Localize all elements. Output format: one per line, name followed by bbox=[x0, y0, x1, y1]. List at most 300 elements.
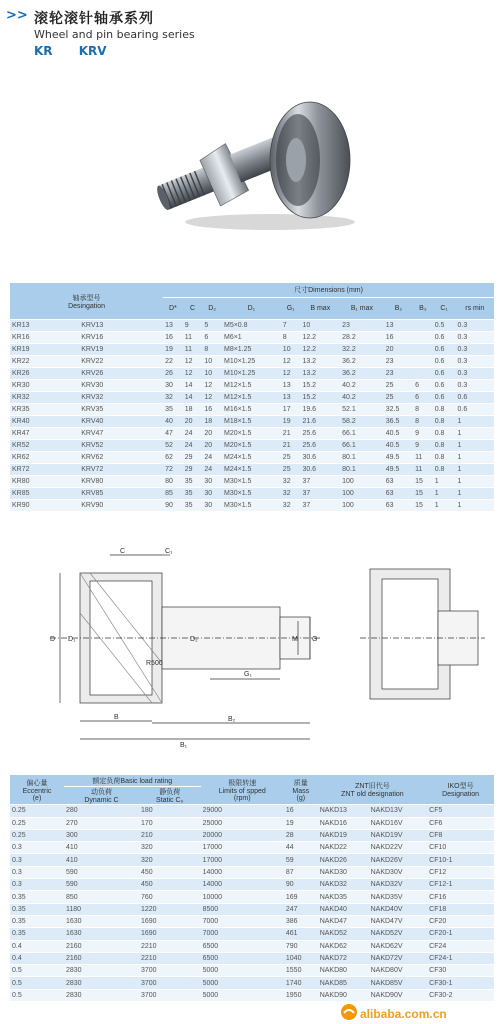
table-cell: 7000 bbox=[201, 928, 284, 940]
speed-header-en: Limits of spped bbox=[218, 787, 266, 795]
table-cell: 47 bbox=[163, 428, 183, 440]
table-cell: 29 bbox=[183, 464, 203, 476]
table-cell: 66.1 bbox=[340, 440, 384, 452]
table-cell: 100 bbox=[340, 488, 384, 500]
table-cell: 21 bbox=[281, 440, 301, 452]
table-cell: NAKD47 bbox=[318, 915, 369, 927]
table-cell: KR47 bbox=[10, 428, 79, 440]
table-cell: 30.6 bbox=[300, 464, 340, 476]
table-cell: 24 bbox=[183, 428, 203, 440]
table-cell: 66.1 bbox=[340, 428, 384, 440]
table-cell: 0.25 bbox=[10, 805, 64, 817]
table-cell: 30.6 bbox=[300, 452, 340, 464]
dimension-column-header: D₂ bbox=[202, 298, 222, 320]
table-cell: KR13 bbox=[10, 320, 79, 332]
table-cell: 2830 bbox=[64, 989, 139, 1001]
label-g1: G₁ bbox=[244, 671, 252, 678]
table-cell: 760 bbox=[139, 891, 201, 903]
table-row bbox=[10, 320, 494, 332]
table-cell: 23 bbox=[340, 320, 384, 332]
table-cell: KRV35 bbox=[79, 404, 163, 416]
table-cell: 18 bbox=[202, 416, 222, 428]
table-cell: M30×1.5 bbox=[222, 476, 281, 488]
designation-header bbox=[10, 283, 163, 320]
table-cell: 30 bbox=[202, 488, 222, 500]
table-cell: 180 bbox=[139, 805, 201, 817]
table-cell: 12 bbox=[202, 380, 222, 392]
table-cell: 0.35 bbox=[10, 903, 64, 915]
table-cell: 6 bbox=[413, 380, 433, 392]
table-cell: 35 bbox=[183, 488, 203, 500]
table-cell: 6 bbox=[202, 332, 222, 344]
table-cell: 1180 bbox=[64, 903, 139, 915]
table-cell: NAKD22V bbox=[369, 842, 428, 854]
table-cell: 320 bbox=[139, 854, 201, 866]
table-row bbox=[10, 891, 494, 903]
table-cell: NAKD13 bbox=[318, 805, 369, 817]
model-krv: KRV bbox=[78, 44, 107, 58]
table-cell: NAKD13V bbox=[369, 805, 428, 817]
table-cell: 13 bbox=[163, 320, 183, 332]
table-cell: 59 bbox=[284, 854, 318, 866]
table-cell: 8 bbox=[413, 416, 433, 428]
table-cell bbox=[413, 368, 433, 380]
table-cell: NAKD16V bbox=[369, 817, 428, 829]
table-cell: 32 bbox=[281, 476, 301, 488]
table-cell: 58.2 bbox=[340, 416, 384, 428]
table-cell: 15 bbox=[413, 488, 433, 500]
table-cell: 62 bbox=[163, 452, 183, 464]
table-cell: 16 bbox=[284, 805, 318, 817]
table-cell: 36.2 bbox=[340, 356, 384, 368]
table-cell: NAKD30V bbox=[369, 866, 428, 878]
table-cell: 3700 bbox=[139, 989, 201, 1001]
table-cell: KRV19 bbox=[79, 344, 163, 356]
table-cell: 0.6 bbox=[433, 368, 456, 380]
table-cell: 32.5 bbox=[384, 404, 413, 416]
table-row bbox=[10, 805, 494, 817]
table-cell bbox=[413, 320, 433, 332]
table-cell: KR30 bbox=[10, 380, 79, 392]
table-cell: 80 bbox=[163, 476, 183, 488]
table-cell: 0.8 bbox=[433, 464, 456, 476]
table-cell: KRV90 bbox=[79, 500, 163, 512]
table-cell: 32 bbox=[163, 392, 183, 404]
table-cell: 13.2 bbox=[300, 368, 340, 380]
table-cell: 28.2 bbox=[340, 332, 384, 344]
eccentric-header-zh: 偏心量 bbox=[26, 779, 48, 787]
table-cell: 100 bbox=[340, 476, 384, 488]
table-cell: 2210 bbox=[139, 952, 201, 964]
table-cell: 44 bbox=[284, 842, 318, 854]
table-cell: 280 bbox=[64, 805, 139, 817]
table-cell: 5000 bbox=[201, 965, 284, 977]
table-cell: 14 bbox=[183, 380, 203, 392]
table-cell: 49.5 bbox=[384, 452, 413, 464]
table-cell: NAKD40 bbox=[318, 903, 369, 915]
dimension-column-header: G₁ bbox=[281, 298, 301, 320]
table-cell: 37 bbox=[300, 500, 340, 512]
table-cell: 20 bbox=[202, 440, 222, 452]
table-row bbox=[10, 842, 494, 854]
table-row bbox=[10, 416, 494, 428]
table-cell: 10 bbox=[281, 344, 301, 356]
table-cell: 13.2 bbox=[300, 356, 340, 368]
table-cell: 10 bbox=[202, 368, 222, 380]
table-cell: NAKD19V bbox=[369, 829, 428, 841]
static-header-en: Static C₀ bbox=[156, 797, 184, 805]
table-cell: 10 bbox=[300, 320, 340, 332]
table-cell: 24 bbox=[183, 440, 203, 452]
table-row bbox=[10, 404, 494, 416]
table-cell: 20000 bbox=[201, 829, 284, 841]
table-cell: 1 bbox=[456, 416, 494, 428]
label-b: B bbox=[114, 714, 119, 721]
table-cell: 40.5 bbox=[384, 440, 413, 452]
table-cell: 0.3 bbox=[10, 866, 64, 878]
table-cell: 1 bbox=[456, 488, 494, 500]
table-cell: NAKD72V bbox=[369, 952, 428, 964]
table-cell: 8 bbox=[413, 404, 433, 416]
table-cell: 0.3 bbox=[456, 356, 494, 368]
table-cell: 0.8 bbox=[433, 452, 456, 464]
table-cell: 29 bbox=[183, 452, 203, 464]
table-cell: 26 bbox=[163, 368, 183, 380]
table-cell: 7000 bbox=[201, 915, 284, 927]
table-cell: 15.2 bbox=[300, 392, 340, 404]
table-cell: 35 bbox=[183, 476, 203, 488]
table-cell: 0.6 bbox=[433, 380, 456, 392]
table-cell: 32 bbox=[281, 500, 301, 512]
table-cell: CF20-1 bbox=[427, 928, 494, 940]
table-cell: 3700 bbox=[139, 965, 201, 977]
table-row bbox=[10, 829, 494, 841]
table-cell: 850 bbox=[64, 891, 139, 903]
table-cell: 5000 bbox=[201, 977, 284, 989]
table-cell: 85 bbox=[163, 488, 183, 500]
table-cell: 2830 bbox=[64, 977, 139, 989]
table-cell: 24 bbox=[202, 464, 222, 476]
table-cell: KR72 bbox=[10, 464, 79, 476]
dimension-column-header: C₁ bbox=[433, 298, 456, 320]
table-cell: 0.5 bbox=[433, 320, 456, 332]
table-cell: 80.1 bbox=[340, 452, 384, 464]
dynamic-header bbox=[64, 787, 139, 805]
table-row bbox=[10, 452, 494, 464]
table-row bbox=[10, 879, 494, 891]
table-cell: 40.2 bbox=[340, 392, 384, 404]
iko-header bbox=[427, 775, 494, 805]
table-cell: KR52 bbox=[10, 440, 79, 452]
table-cell: 17 bbox=[281, 404, 301, 416]
table-cell: M16×1.5 bbox=[222, 404, 281, 416]
znt-header-zh: ZNT旧代号 bbox=[355, 783, 390, 791]
table-cell: 0.4 bbox=[10, 952, 64, 964]
table-cell: 9 bbox=[413, 428, 433, 440]
table-cell: 0.8 bbox=[433, 416, 456, 428]
table-cell: 72 bbox=[163, 464, 183, 476]
table-cell: KRV30 bbox=[79, 380, 163, 392]
table-cell: 300 bbox=[64, 829, 139, 841]
table-cell: 16 bbox=[202, 404, 222, 416]
table-cell: 590 bbox=[64, 879, 139, 891]
table-cell: 3700 bbox=[139, 977, 201, 989]
table-cell: NAKD30 bbox=[318, 866, 369, 878]
table-cell: CF20 bbox=[427, 915, 494, 927]
table-cell: 21.6 bbox=[300, 416, 340, 428]
table-cell: 30 bbox=[163, 380, 183, 392]
label-g: G bbox=[312, 636, 318, 643]
table-cell: KR40 bbox=[10, 416, 79, 428]
table-cell: 247 bbox=[284, 903, 318, 915]
table-cell: 37 bbox=[300, 488, 340, 500]
eccentric-header-unit: (e) bbox=[32, 794, 42, 802]
table-cell: KR22 bbox=[10, 356, 79, 368]
table-cell: 25 bbox=[281, 464, 301, 476]
znt-header bbox=[318, 775, 427, 805]
table-cell: KRV32 bbox=[79, 392, 163, 404]
table-cell: 461 bbox=[284, 928, 318, 940]
table-cell: 9 bbox=[413, 440, 433, 452]
table-cell: NAKD32 bbox=[318, 879, 369, 891]
table-cell: 2830 bbox=[64, 965, 139, 977]
table-cell: 30 bbox=[202, 500, 222, 512]
table-cell: KR35 bbox=[10, 404, 79, 416]
table-cell: 80.1 bbox=[340, 464, 384, 476]
table-cell: 25000 bbox=[201, 817, 284, 829]
dimension-column-header: B₂ bbox=[384, 298, 413, 320]
table-row bbox=[10, 915, 494, 927]
table-cell: NAKD40V bbox=[369, 903, 428, 915]
table-cell: 11 bbox=[413, 464, 433, 476]
table-cell: 1 bbox=[433, 500, 456, 512]
table-cell: 2210 bbox=[139, 940, 201, 952]
table-cell: 790 bbox=[284, 940, 318, 952]
table-cell: 410 bbox=[64, 854, 139, 866]
table-cell: 0.5 bbox=[10, 965, 64, 977]
table-cell: CF30-1 bbox=[427, 977, 494, 989]
table-cell: 40 bbox=[163, 416, 183, 428]
model-codes bbox=[34, 44, 129, 58]
table-cell: 35 bbox=[163, 404, 183, 416]
table-cell: 12.2 bbox=[300, 344, 340, 356]
table-cell: 19 bbox=[163, 344, 183, 356]
table-cell: 11 bbox=[413, 452, 433, 464]
table-cell: M12×1.5 bbox=[222, 392, 281, 404]
table-cell: 2160 bbox=[64, 940, 139, 952]
table-cell: 2160 bbox=[64, 952, 139, 964]
table-cell: 170 bbox=[139, 817, 201, 829]
table-cell: 0.6 bbox=[433, 332, 456, 344]
table-cell: M6×1 bbox=[222, 332, 281, 344]
table-cell: 450 bbox=[139, 866, 201, 878]
table-cell: 0.35 bbox=[10, 915, 64, 927]
table-cell: 37 bbox=[300, 476, 340, 488]
table-cell: 11 bbox=[183, 344, 203, 356]
table-cell: KRV13 bbox=[79, 320, 163, 332]
table-cell: KRV26 bbox=[79, 368, 163, 380]
table-cell: KRV47 bbox=[79, 428, 163, 440]
table-cell: 1 bbox=[456, 452, 494, 464]
dimensions-table bbox=[10, 283, 494, 512]
table-cell: NAKD35V bbox=[369, 891, 428, 903]
table-cell: KRV72 bbox=[79, 464, 163, 476]
table-cell: 270 bbox=[64, 817, 139, 829]
table-cell: 0.5 bbox=[10, 977, 64, 989]
table-row bbox=[10, 965, 494, 977]
table-cell: 1 bbox=[456, 500, 494, 512]
table-cell: 16 bbox=[163, 332, 183, 344]
table-cell: NAKD19 bbox=[318, 829, 369, 841]
arrows-icon: >> bbox=[6, 8, 28, 23]
table-cell: 10 bbox=[202, 356, 222, 368]
table-cell: 6500 bbox=[201, 952, 284, 964]
table-cell: 1550 bbox=[284, 965, 318, 977]
table-cell bbox=[413, 344, 433, 356]
table-cell: 9 bbox=[183, 320, 203, 332]
table-cell: 49.5 bbox=[384, 464, 413, 476]
designation-header-zh: 轴承型号 bbox=[72, 294, 101, 302]
table-cell: 1 bbox=[456, 476, 494, 488]
table-cell: 7 bbox=[281, 320, 301, 332]
table-row bbox=[10, 854, 494, 866]
table-cell: 18 bbox=[183, 404, 203, 416]
table-cell: 0.4 bbox=[10, 940, 64, 952]
dynamic-header-zh: 动负荷 bbox=[90, 789, 112, 797]
table-cell: 16 bbox=[384, 332, 413, 344]
static-header bbox=[139, 787, 201, 805]
table-cell: 13 bbox=[281, 380, 301, 392]
table-cell: 0.6 bbox=[456, 392, 494, 404]
table-row bbox=[10, 332, 494, 344]
table-cell: 0.6 bbox=[433, 344, 456, 356]
load-rating-table bbox=[10, 775, 494, 1002]
table-cell: 0.25 bbox=[10, 817, 64, 829]
table-cell: KRV80 bbox=[79, 476, 163, 488]
table-cell: 5000 bbox=[201, 989, 284, 1001]
table-cell: 0.5 bbox=[10, 989, 64, 1001]
table-cell: 8500 bbox=[201, 903, 284, 915]
table-cell: 6 bbox=[413, 392, 433, 404]
table-cell: 1 bbox=[433, 488, 456, 500]
table-cell: 23 bbox=[384, 368, 413, 380]
table-row bbox=[10, 928, 494, 940]
table-cell: 0.6 bbox=[456, 404, 494, 416]
table-cell: NAKD32V bbox=[369, 879, 428, 891]
table-cell: 14000 bbox=[201, 866, 284, 878]
table-cell: KRV62 bbox=[79, 452, 163, 464]
table-cell: 52 bbox=[163, 440, 183, 452]
table-cell: 21 bbox=[281, 428, 301, 440]
table-cell: M10×1.25 bbox=[222, 368, 281, 380]
table-cell: 19 bbox=[281, 416, 301, 428]
table-cell: 1 bbox=[456, 428, 494, 440]
table-cell: 386 bbox=[284, 915, 318, 927]
table-row bbox=[10, 368, 494, 380]
table-cell: M30×1.5 bbox=[222, 500, 281, 512]
table-cell: 1 bbox=[433, 476, 456, 488]
table-cell: CF24 bbox=[427, 940, 494, 952]
table-cell: 14 bbox=[183, 392, 203, 404]
table-cell: 1740 bbox=[284, 977, 318, 989]
table-cell: KRV52 bbox=[79, 440, 163, 452]
load-rating-header: 额定负荷Basic load rating bbox=[64, 775, 201, 787]
table-cell: 1220 bbox=[139, 903, 201, 915]
table-cell: 20 bbox=[202, 428, 222, 440]
table-cell: 63 bbox=[384, 488, 413, 500]
table-cell: 25.6 bbox=[300, 428, 340, 440]
table-cell: M20×1.5 bbox=[222, 440, 281, 452]
dimension-column-header: D₁ bbox=[222, 298, 281, 320]
label-c: C bbox=[120, 548, 126, 555]
table-cell: 0.3 bbox=[10, 854, 64, 866]
table-cell: 0.6 bbox=[433, 356, 456, 368]
table-cell: NAKD16 bbox=[318, 817, 369, 829]
table-cell: CF6 bbox=[427, 817, 494, 829]
table-cell: CF30 bbox=[427, 965, 494, 977]
table-cell: 0.3 bbox=[456, 320, 494, 332]
table-row bbox=[10, 866, 494, 878]
dimension-column-header: rs min bbox=[456, 298, 494, 320]
dimension-column-header: B₁ max bbox=[340, 298, 384, 320]
table-cell: M5×0.8 bbox=[222, 320, 281, 332]
table-cell: KR32 bbox=[10, 392, 79, 404]
table-cell: M12×1.5 bbox=[222, 380, 281, 392]
table-cell: 17000 bbox=[201, 842, 284, 854]
table-cell: NAKD26 bbox=[318, 854, 369, 866]
table-cell: 13 bbox=[384, 320, 413, 332]
table-row bbox=[10, 440, 494, 452]
mass-header bbox=[284, 775, 318, 805]
table-row bbox=[10, 344, 494, 356]
table-cell: CF10-1 bbox=[427, 854, 494, 866]
table-cell: 0.3 bbox=[10, 842, 64, 854]
table-cell: M24×1.5 bbox=[222, 452, 281, 464]
table-cell: NAKD52V bbox=[369, 928, 428, 940]
bearing-photo bbox=[150, 80, 360, 240]
table-cell: KRV40 bbox=[79, 416, 163, 428]
table-cell: NAKD35 bbox=[318, 891, 369, 903]
table-cell: 6500 bbox=[201, 940, 284, 952]
table-cell: 1690 bbox=[139, 928, 201, 940]
table-cell: 1630 bbox=[64, 915, 139, 927]
table-cell: 14000 bbox=[201, 879, 284, 891]
table-row bbox=[10, 392, 494, 404]
dimension-column-header: C bbox=[183, 298, 203, 320]
title-english: Wheel and pin bearing series bbox=[34, 28, 195, 41]
table-row bbox=[10, 940, 494, 952]
table-cell: 8 bbox=[202, 344, 222, 356]
table-cell: 25 bbox=[384, 380, 413, 392]
table-cell: CF30-2 bbox=[427, 989, 494, 1001]
table-cell: 169 bbox=[284, 891, 318, 903]
table-cell: NAKD52 bbox=[318, 928, 369, 940]
label-c1: C₁ bbox=[165, 548, 173, 555]
designation-header-en: Desingation bbox=[68, 302, 106, 310]
table-cell: NAKD22 bbox=[318, 842, 369, 854]
table-row bbox=[10, 977, 494, 989]
speed-header-zh: 极限转速 bbox=[228, 779, 257, 787]
table-cell: KR80 bbox=[10, 476, 79, 488]
table-cell: 63 bbox=[384, 476, 413, 488]
table-cell: 36.2 bbox=[340, 368, 384, 380]
mass-header-zh: 质量 bbox=[293, 779, 308, 787]
table-cell: 0.25 bbox=[10, 829, 64, 841]
table-row bbox=[10, 500, 494, 512]
table-cell: 32 bbox=[281, 488, 301, 500]
table-cell: NAKD72 bbox=[318, 952, 369, 964]
table-cell: 1950 bbox=[284, 989, 318, 1001]
